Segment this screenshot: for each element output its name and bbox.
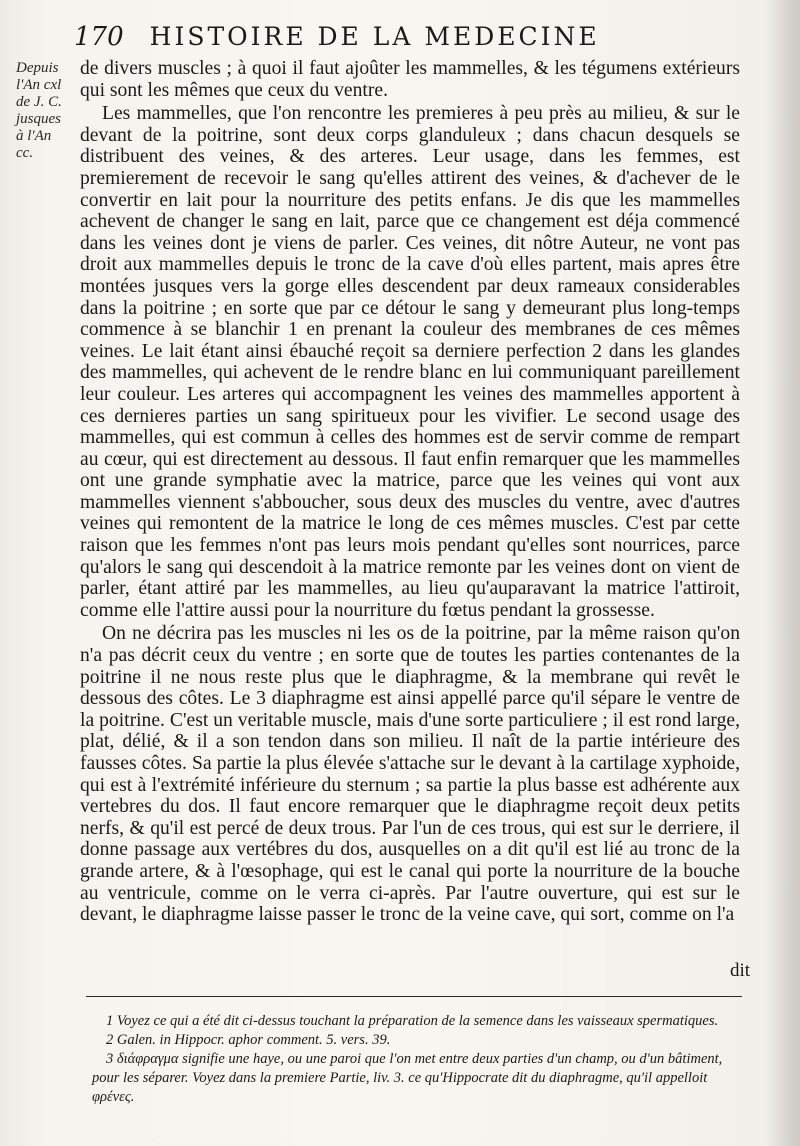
page-gutter-shadow (764, 0, 800, 1146)
margin-note-line: l'An cxl (16, 77, 62, 93)
running-header (74, 22, 714, 58)
margin-note-line: jusques (16, 111, 61, 127)
page-number: 170 (74, 22, 124, 52)
footnote-rule (86, 996, 742, 997)
paragraph: de divers muscles ; à quoi il faut ajoûter les mammelles, & les tégumens extérieurs qui sont les mêmes que ceux du ventre. (80, 58, 740, 101)
footnote: 1 Voyez ce qui a été dit ci-dessus touchant la préparation de la semence dans les vaisseaux spermatiques. (106, 1013, 719, 1029)
margin-note-line: Depuis (16, 60, 59, 76)
margin-date-note (16, 60, 78, 162)
paragraph: Les mammelles, que l'on rencontre les premieres à peu près au milieu, & sur le devant de la poitrine, sont deux corps glanduleux ; dans chacun desquels se distribuent des veines, & des arteres. Leur usage, dans les femmes, est premierement de recevoir le sang qu'elles attirent des veines, & d'achever de le convertir en lait pour la nourriture des petits enfans. Je dis que les mammelles achevent de changer le sang en lait, parce que ce changement est déja commencé dans les veines dont je viens de parler. Ces veines, dit nôtre Auteur, ne vont pas droit aux mammelles depuis le tronc de la cave d'où elles partent, mais apres être montées jusques vers la gorge elles descendent par deux rameaux considerables dans la poitrine ; en sorte que par ce détour le sang y demeurant plus long-temps commence à se blanchir 1 en prenant la couleur des membranes de ces mêmes veines. Le lait étant ainsi ébauché reçoit sa derniere perfection 2 dans les glandes des mammelles, qui achevent de le rendre blanc en lui communiquant pareillement leur couleur. Les arteres qui accompagnent les veines des mammelles apportent à ces dernieres parties un sang spiritueux pour les vivifier. Le second usage des mammelles, qui est commun à celles des hommes est de servir comme de rempart au cœur, qui est directement au dessous. Il faut enfin remarquer que les mammelles ont une grande symphatie avec la matrice, parce que les veines qui vont aux mammelles viennent s'abboucher, sous deux des muscles du ventre, avec d'autres veines qui remontent de la matrice le long de ces mêmes muscles. C'est par cette raison que les femmes n'ont pas leurs mois pendant qu'elles sont nourrices, parce qu'alors le sang qui descendoit à la matrice remonte par les veines dont on vient de parler, étant attiré par les mammelles, au lieu qu'auparavant la matrice l'attiroit, comme elle l'attire aussi pour la nourriture du fœtus pendant la grossesse. (80, 103, 740, 621)
footnote: 3 διάφραγμα signifie une haye, ou une paroi que l'on met entre deux parties d'un champ, ou d'un bâtiment, pour les séparer. Voyez dans la premiere Partie, liv. 3. ce qu'Hippocrate dit du diaphragme, qu'il appelloit φρένες. (92, 1051, 723, 1105)
margin-note-line: à l'An (16, 128, 52, 144)
running-title: HISTOIRE DE LA MEDECINE (149, 22, 600, 51)
margin-note-line: cc. (16, 145, 34, 161)
footnote: 2 Galen. in Hippocr. aphor comment. 5. vers. 39. (106, 1032, 391, 1048)
paragraph: On ne décrira pas les muscles ni les os de la poitrine, par la même raison qu'on n'a pas décrit ceux du ventre ; en sorte que de toutes les parties contenantes de la poitrine il ne nous reste plus que le diaphragme, & la membrane qui revêt le dessous des côtes. Le 3 diaphragme est ainsi appellé parce qu'il sépare le ventre de la poitrine. C'est un veritable muscle, mais d'une sorte particuliere ; il est rond large, plat, délié, & il a son tendon dans son milieu. Il naît de la partie intérieure des fausses côtes. Sa partie la plus élevée s'attache sur le devant à la cartilage xyphoide, qui est à l'extrémité inférieure du sternum ; sa partie la plus basse est adhérente aux vertebres du dos. Il faut encore remarquer que le diaphragme reçoit deux petits nerfs, & qu'il est percé de deux trous. Par l'un de ces trous, qui est sur le derriere, il donne passage aux vertébres du dos, ausquelles on a dit qu'il est lié au tronc de la grande artere, & à l'œsophage, qui est le canal qui porte la nourriture de la bouche au ventricule, comme on le verra ci-après. Par l'autre ouverture, qui est sur le devant, le diaphragme laisse passer le tronc de la veine cave, qui sort, comme on l'a (80, 623, 740, 926)
main-text (80, 58, 740, 926)
margin-note-line: de J. C. (16, 94, 62, 110)
footnotes (92, 1012, 752, 1107)
catchword: dit (729, 960, 750, 981)
